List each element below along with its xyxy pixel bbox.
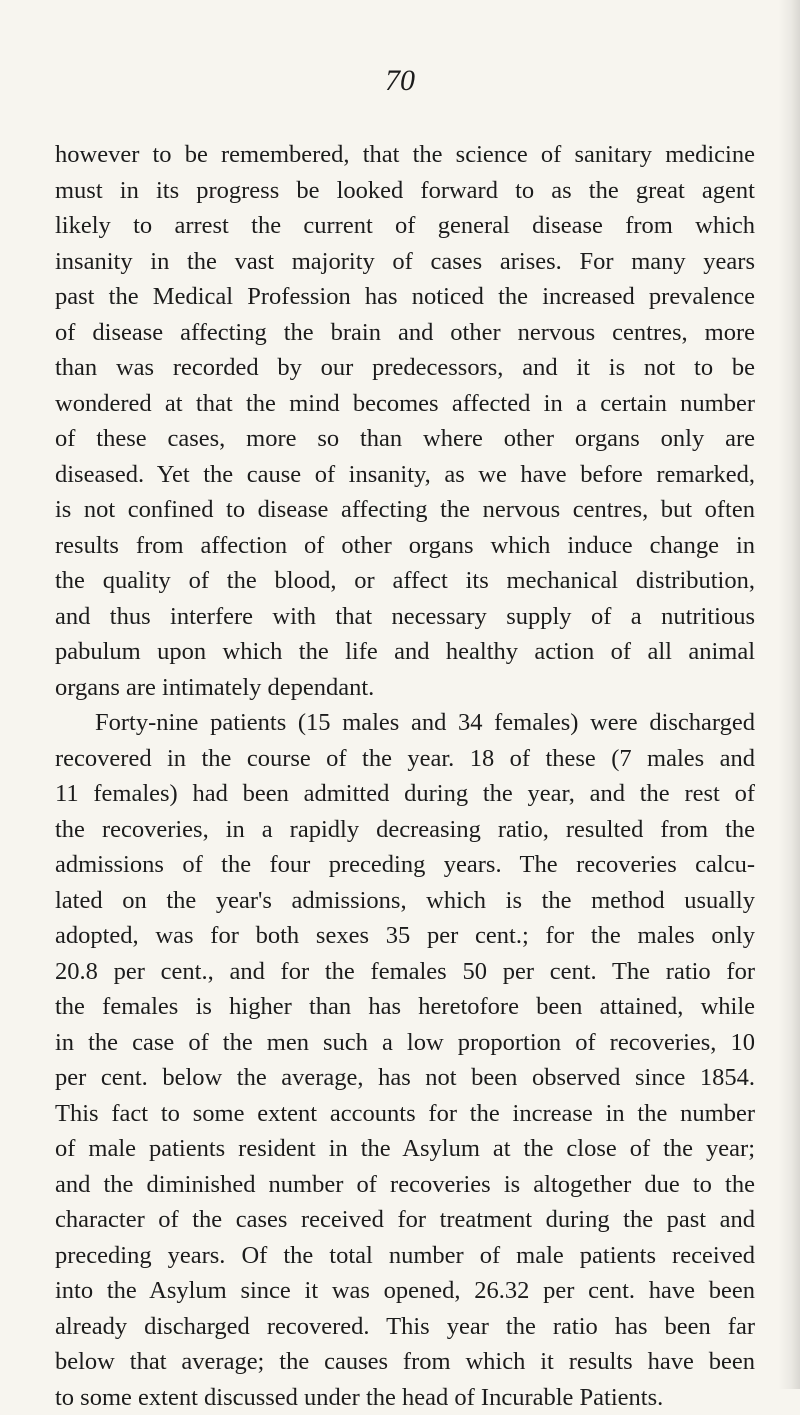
paragraph-end-line: organs are intimately dependant. bbox=[55, 670, 755, 706]
text-line: wondered at that the mind becomes affected in a certain number bbox=[55, 386, 755, 422]
text-line: likely to arrest the current of general disease from which bbox=[55, 208, 755, 244]
text-line: into the Asylum since it was opened, 26.32 per cent. have been bbox=[55, 1273, 755, 1309]
text-line: pabulum upon which the life and healthy action of all animal bbox=[55, 634, 755, 670]
text-line: This fact to some extent accounts for the increase in the number bbox=[55, 1096, 755, 1132]
page-number: 70 bbox=[0, 66, 800, 96]
text-line: however to be remembered, that the science of sanitary medicine bbox=[55, 137, 755, 173]
text-line: is not confined to disease affecting the nervous centres, but often bbox=[55, 492, 755, 528]
text-line: in the case of the men such a low proportion of recoveries, 10 bbox=[55, 1025, 755, 1061]
text-line: recovered in the course of the year. 18 of these (7 males and bbox=[55, 741, 755, 777]
paragraph-end-line: to some extent discussed under the head of Incurable Patients. bbox=[55, 1380, 755, 1415]
text-line: of male patients resident in the Asylum at the close of the year; bbox=[55, 1131, 755, 1167]
text-line: insanity in the vast majority of cases arises. For many years bbox=[55, 244, 755, 280]
page-edge-shadow bbox=[778, 0, 800, 1389]
text-line: 20.8 per cent., and for the females 50 per cent. The ratio for bbox=[55, 954, 755, 990]
text-line: adopted, was for both sexes 35 per cent.; for the males only bbox=[55, 918, 755, 954]
text-line: results from affection of other organs which induce change in bbox=[55, 528, 755, 564]
text-line: character of the cases received for treatment during the past and bbox=[55, 1202, 755, 1238]
text-line: must in its progress be looked forward to as the great agent bbox=[55, 173, 755, 209]
text-line: lated on the year's admissions, which is the method usually bbox=[55, 883, 755, 919]
text-line: admissions of the four preceding years. The recoveries calcu- bbox=[55, 847, 755, 883]
text-line: the females is higher than has heretofore been attained, while bbox=[55, 989, 755, 1025]
text-line: and thus interfere with that necessary supply of a nutritious bbox=[55, 599, 755, 635]
text-line: per cent. below the average, has not been observed since 1854. bbox=[55, 1060, 755, 1096]
text-line: below that average; the causes from which it results have been bbox=[55, 1344, 755, 1380]
text-line: 11 females) had been admitted during the year, and the rest of bbox=[55, 776, 755, 812]
text-line: and the diminished number of recoveries is altogether due to the bbox=[55, 1167, 755, 1203]
text-line: than was recorded by our predecessors, and it is not to be bbox=[55, 350, 755, 386]
body-text bbox=[55, 137, 755, 1415]
text-line: of these cases, more so than where other organs only are bbox=[55, 421, 755, 457]
text-line: of disease affecting the brain and other nervous centres, more bbox=[55, 315, 755, 351]
text-line: the recoveries, in a rapidly decreasing ratio, resulted from the bbox=[55, 812, 755, 848]
text-line: the quality of the blood, or affect its mechanical distribution, bbox=[55, 563, 755, 599]
text-line: past the Medical Profession has noticed the increased prevalence bbox=[55, 279, 755, 315]
text-line: already discharged recovered. This year the ratio has been far bbox=[55, 1309, 755, 1345]
text-line: preceding years. Of the total number of male patients received bbox=[55, 1238, 755, 1274]
text-line: diseased. Yet the cause of insanity, as we have before remarked, bbox=[55, 457, 755, 493]
paragraph-start-line: Forty-nine patients (15 males and 34 females) were discharged bbox=[55, 705, 755, 741]
